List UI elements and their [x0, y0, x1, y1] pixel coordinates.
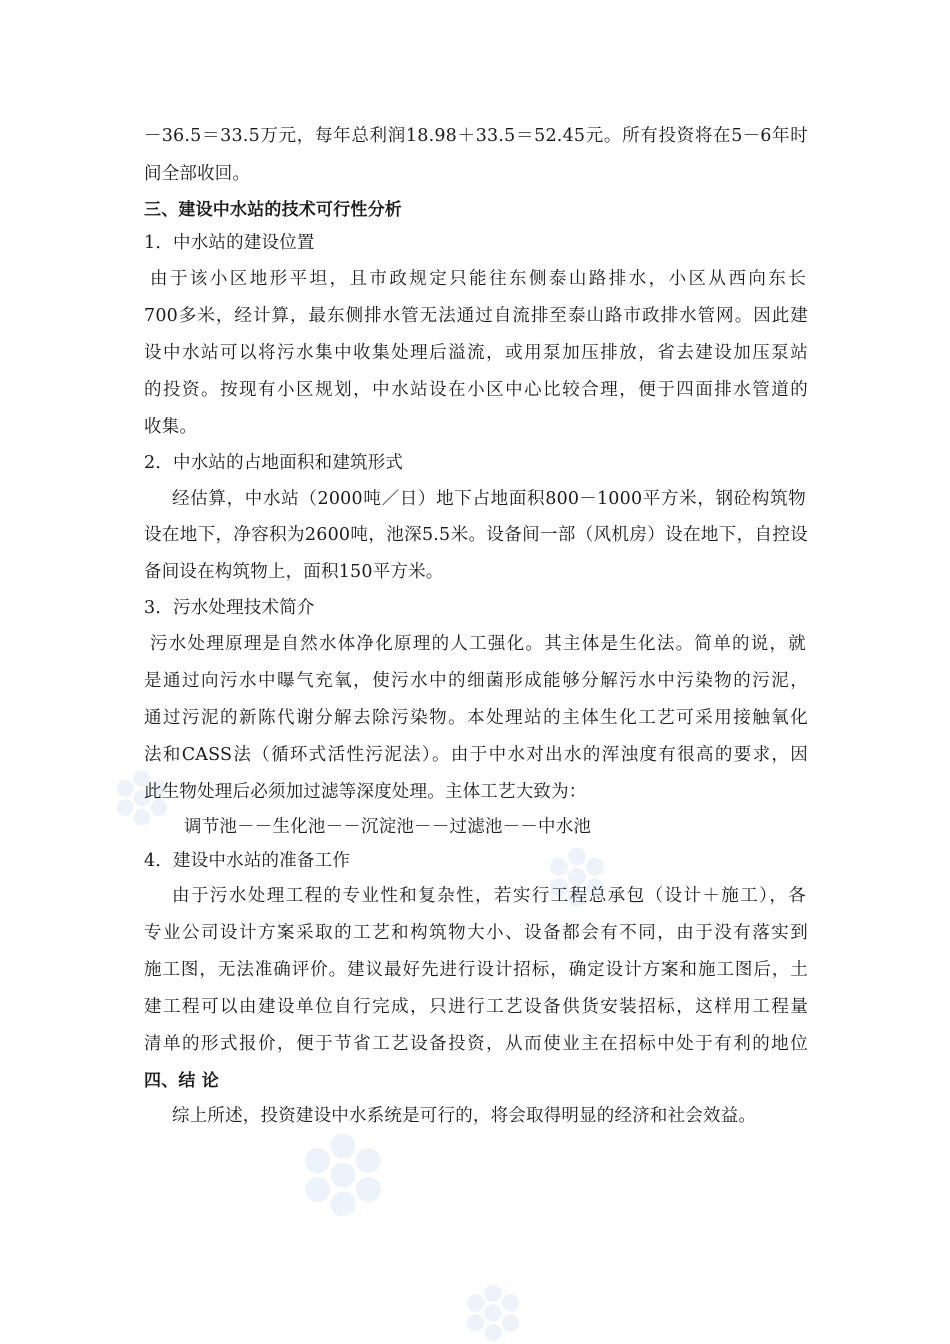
body-text-line: 此生物处理后必须加过滤等深度处理。主体工艺大致为： — [144, 782, 587, 802]
body-text-line: 设中水站可以将污水集中收集处理后溢流，或用泵加压排放，省去建设加压泵站 — [144, 343, 808, 363]
body-text-line: 综上所述，投资建设中水系统是可行的，将会取得明显的经济和社会效益。 — [172, 1106, 757, 1126]
snowflake-watermark-icon — [298, 1130, 388, 1220]
body-text-line: 收集。 — [144, 417, 198, 437]
body-text-line: 由于该小区地形平坦，且市政规定只能往东侧泰山路排水，小区从西向东长 — [150, 269, 806, 289]
body-text-line: 清单的形式报价，便于节省工艺设备投资，从而使业主在招标中处于有利的地位 — [144, 1034, 808, 1054]
body-text-line: 法和CASS法（循环式活性污泥法）。由于中水对出水的浑浊度有很高的要求，因 — [144, 745, 808, 765]
body-text-line: 由于污水处理工程的专业性和复杂性，若实行工程总承包（设计＋施工），各 — [172, 886, 806, 906]
subsection-heading: 4．建设中水站的准备工作 — [144, 851, 351, 871]
body-text-line: 污水处理原理是自然水体净化原理的人工强化。其主体是生化法。简单的说，就 — [150, 634, 806, 654]
body-text-line: 经估算，中水站（2000吨／日）地下占地面积800－1000平方米，钢砼构筑物 — [172, 489, 806, 509]
body-text-line: 设在地下，净容积为2600吨，池深5.5米。设备间一部（风机房）设在地下，自控设 — [144, 525, 808, 545]
section-heading: 三、建设中水站的技术可行性分析 — [144, 200, 402, 220]
body-text-line: 700多米，经计算，最东侧排水管无法通过自流排至泰山路市政排水管网。因此建 — [144, 306, 808, 326]
body-text-line: －36.5＝33.5万元，每年总利润18.98＋33.5＝52.45元。所有投资将在5－6年时 — [144, 126, 808, 146]
body-text-line: 是通过向污水中曝气充氧，使污水中的细菌形成能够分解污水中污染物的污泥， — [144, 671, 808, 691]
body-text-line: 通过污泥的新陈代谢分解去除污染物。本处理站的主体生化工艺可采用接触氧化 — [144, 708, 808, 728]
section-heading: 四、结 论 — [144, 1071, 219, 1091]
body-text-line: 建工程可以由建设单位自行完成，只进行工艺设备供货安装招标，这样用工程量 — [144, 997, 808, 1017]
body-text-line: 的投资。按现有小区规划，中水站设在小区中心比较合理，便于四面排水管道的 — [144, 380, 808, 400]
subsection-heading: 1．中水站的建设位置 — [144, 233, 315, 253]
process-flow-line: 调节池－－生化池－－沉淀池－－过滤池－－中水池 — [184, 817, 592, 837]
body-text-line: 备间设在构筑物上，面积150平方米。 — [144, 562, 444, 582]
body-text-line: 施工图，无法准确评价。建议最好先进行设计招标，确定设计方案和施工图后，土 — [144, 960, 808, 980]
subsection-heading: 2．中水站的占地面积和建筑形式 — [144, 453, 404, 473]
subsection-heading: 3．污水处理技术简介 — [144, 598, 315, 618]
body-text-line: 间全部收回。 — [144, 164, 251, 184]
snowflake-watermark-icon — [462, 1282, 524, 1344]
body-text-line: 专业公司设计方案采取的工艺和构筑物大小、设备都会有不同，由于没有落实到 — [144, 923, 808, 943]
